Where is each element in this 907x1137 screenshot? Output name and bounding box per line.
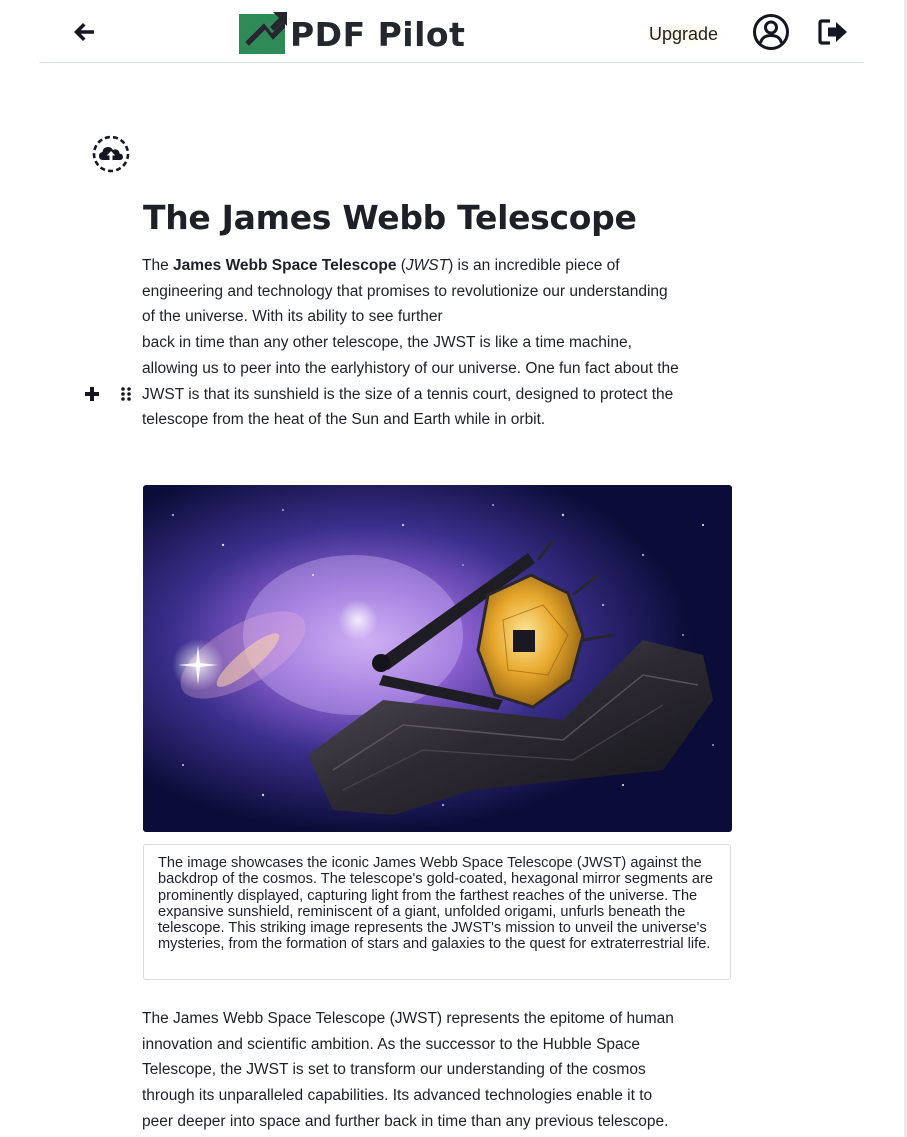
paragraph-intro[interactable] <box>142 253 732 433</box>
paragraph-line: Telescope, the JWST is set to transform our understanding of the cosmos <box>142 1061 646 1079</box>
logout-icon <box>818 18 850 46</box>
logo-text: PDF Pilot <box>290 14 466 54</box>
logo[interactable] <box>237 9 465 57</box>
upgrade-button[interactable]: Upgrade <box>637 22 730 47</box>
logo-chart-icon <box>237 10 287 56</box>
paragraph-line: engineering and technology that promises to revolutionize our understanding <box>142 282 668 300</box>
paragraph-line: of the universe. With its ability to see further <box>142 308 443 326</box>
top-bar <box>39 0 864 63</box>
text-mid: ( <box>396 257 406 274</box>
document-title[interactable]: The James Webb Telescope <box>143 198 637 237</box>
paragraph-line: JWST is that its sunshield is the size of a tennis court, designed to protect the <box>142 385 674 403</box>
telescope-image[interactable] <box>143 485 732 832</box>
paragraph-line: allowing us to peer into the earlyhistory of our universe. One fun fact about the <box>142 359 679 377</box>
italic-text: JWST <box>405 257 449 274</box>
bold-text: James Webb Space Telescope <box>173 257 397 274</box>
add-cover-button[interactable] <box>92 135 130 173</box>
jwst-illustration <box>143 485 732 832</box>
block-toolbar <box>84 386 134 402</box>
plus-icon[interactable] <box>84 386 100 402</box>
paragraph-line: back in time than any other telescope, the JWST is like a time machine, <box>142 334 632 352</box>
paragraph-line: telescope from the heat of the Sun and Earth while in orbit. <box>142 411 546 429</box>
paragraph-body[interactable] <box>142 1006 732 1135</box>
text-rest: ) is an incredible piece of <box>448 257 620 274</box>
logout-button[interactable] <box>818 18 850 46</box>
arrow-left-icon <box>72 20 96 44</box>
user-account-button[interactable] <box>752 13 790 51</box>
paragraph-line: through its unparalleled capabilities. Its advanced technologies enable it to <box>142 1087 653 1105</box>
text-prefix: The <box>142 257 174 274</box>
cloud-upload-icon <box>92 135 130 173</box>
image-caption-field[interactable] <box>143 844 731 980</box>
paragraph-line <box>142 253 732 279</box>
drag-handle-icon[interactable] <box>118 386 134 402</box>
paragraph-line: innovation and scientific ambition. As the successor to the Hubble Space <box>142 1035 641 1053</box>
paragraph-line: The James Webb Space Telescope (JWST) represents the epitome of human <box>142 1010 674 1027</box>
user-circle-icon <box>752 13 790 51</box>
paragraph-line: peer deeper into space and further back in time than any previous telescope. <box>142 1112 669 1130</box>
back-button[interactable] <box>69 17 99 47</box>
